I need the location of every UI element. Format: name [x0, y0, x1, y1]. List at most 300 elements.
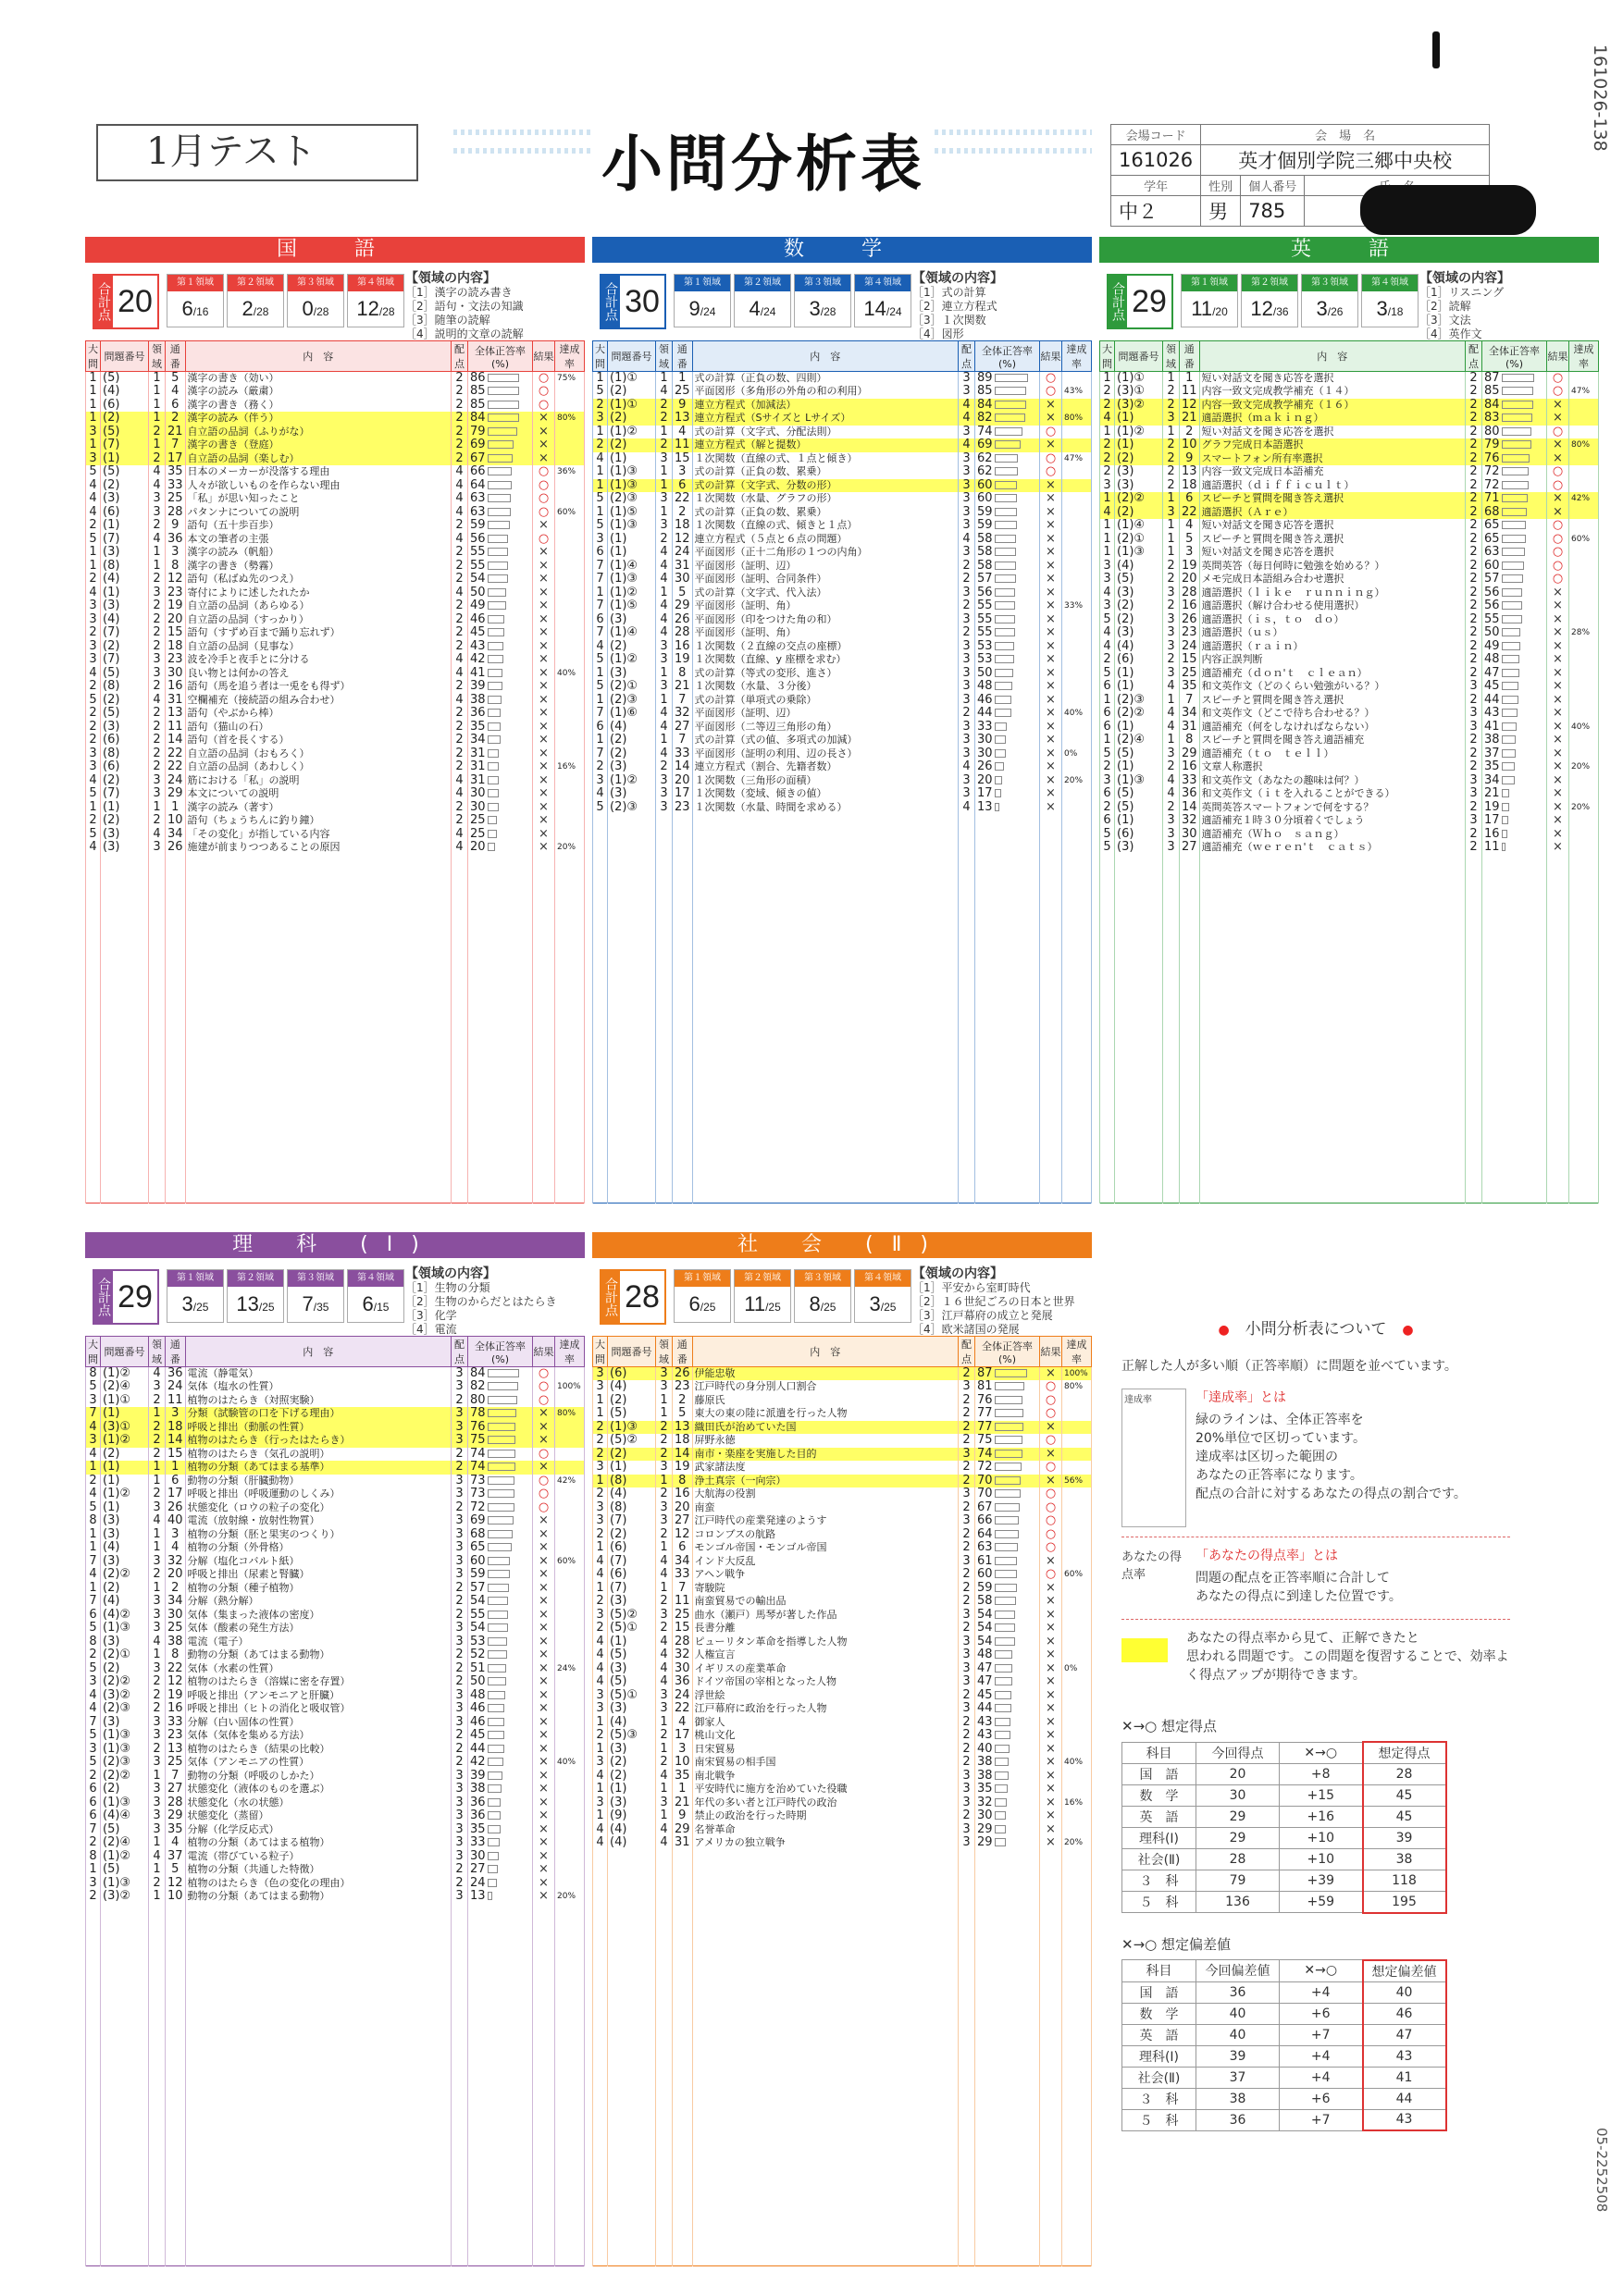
table-row: 1 (8) 1 8 漢字の書き（勢霧） 2 55 ×: [86, 560, 585, 574]
result-mark: ×: [1547, 438, 1569, 452]
rate-bar: [488, 1489, 514, 1498]
achievement-rate: [1062, 1595, 1092, 1609]
result-mark: ○: [1547, 426, 1569, 439]
result-mark: ○: [1040, 1528, 1062, 1542]
achievement-rate: [1062, 1823, 1092, 1837]
rate-bar: [995, 628, 1015, 636]
empty-row: [86, 2212, 585, 2226]
empty-row: [86, 1163, 585, 1177]
result-mark: ×: [533, 426, 555, 439]
table-row: 6 (2) 3 27 状態変化（液体のものを選ぶ） 3 38 ×: [86, 1783, 585, 1796]
table-row: 1 (6) 1 6 モンゴル帝国・モンゴル帝国 2 63 ○: [593, 1541, 1092, 1555]
legend: [1121, 1315, 1510, 2131]
table-row: 3 (1) 3 19 武家諸法度 2 72 ○: [593, 1461, 1092, 1475]
result-mark: ×: [1040, 1448, 1062, 1462]
sum-row: 国 語 20 +8 28: [1122, 1764, 1446, 1785]
table-row: 2 (7) 2 15 語句（すずめ百まで踊り忘れず） 2 45 ×: [86, 626, 585, 640]
score-box: [85, 266, 585, 340]
rate-bar: [1502, 709, 1518, 717]
column-header: 問題番号: [101, 1337, 149, 1367]
column-header: 内 容: [185, 341, 451, 372]
rate-bar: [995, 615, 1015, 623]
result-mark: ×: [1040, 1836, 1062, 1850]
achievement-rate: [1062, 1716, 1092, 1730]
achievement-rate: [555, 1582, 585, 1596]
rate-bar: [995, 669, 1013, 677]
result-mark: ○: [533, 465, 555, 479]
empty-row: [86, 2158, 585, 2172]
result-mark: ○: [533, 1448, 555, 1462]
achievement-rate: [1569, 586, 1599, 600]
rate-bar: [1502, 696, 1518, 704]
empty-row: [1100, 989, 1599, 1003]
result-mark: ○: [1547, 560, 1569, 574]
table-row: 7 (1)③ 4 30 平面図形（証明、合同条件） 2 57 ×: [593, 573, 1092, 586]
achievement-rate: [555, 1863, 585, 1877]
result-mark: ×: [533, 1756, 555, 1770]
rate-bar: [488, 762, 499, 771]
result-mark: ○: [533, 399, 555, 413]
empty-row: [86, 1190, 585, 1204]
tassei-title: 「達成率」とは: [1196, 1390, 1286, 1405]
rate-bar: [488, 548, 508, 556]
column-header: 領域: [656, 341, 673, 372]
table-row: 4 (2) 2 15 植物のはたらき（気孔の説明） 2 74 ○: [86, 1448, 585, 1462]
column-header: 結果: [533, 341, 555, 372]
empty-row: [593, 1082, 1092, 1096]
result-mark: ×: [1040, 1743, 1062, 1757]
table-row: 3 (2)② 2 12 植物のはたらき（溶媒に密を存置） 2 50 ×: [86, 1675, 585, 1689]
rate-bar: [488, 387, 519, 395]
empty-row: [593, 1096, 1092, 1110]
table-row: 4 (3) 3 23 適語選択（ｕｓ） 2 50 × 28%: [1100, 626, 1599, 640]
panel-kokugo: [85, 237, 585, 1204]
domain-score: 第４領域 14/24: [854, 274, 911, 327]
result-mark: ×: [533, 546, 555, 560]
achievement-rate: [1062, 1448, 1092, 1462]
domain-score: 第４領域 3/18: [1361, 274, 1419, 327]
achievement-rate: [555, 1609, 585, 1623]
table-row: 5 (2)④ 3 24 気体（塩水の性質） 3 82 ○ 100%: [86, 1380, 585, 1394]
table-row: 4 (2) 4 33 人々が欲しいものを作らない理由 4 64 ○: [86, 479, 585, 493]
result-mark: ×: [533, 1743, 555, 1757]
rate-bar: [995, 481, 1017, 489]
result-mark: ×: [533, 667, 555, 681]
sum-header: ✕→○: [1280, 1960, 1363, 1982]
empty-row: [593, 1055, 1092, 1069]
rate-bar: [995, 467, 1018, 475]
achievement-rate: [1062, 1770, 1092, 1784]
table-row: 6 (4) 4 27 平面図形（二等辺三角形の角） 3 33 ×: [593, 721, 1092, 734]
rate-bar: [1502, 481, 1529, 489]
result-mark: ○: [1547, 372, 1569, 386]
table-row: 4 (2) 3 22 適語選択（Ａｒｅ） 2 68 ×: [1100, 506, 1599, 520]
sum1-title: ✕→○ 想定得点: [1121, 1718, 1217, 1734]
achievement-rate: [1062, 1783, 1092, 1796]
result-mark: ×: [1547, 667, 1569, 681]
empty-row: [593, 1917, 1092, 1931]
empty-row: [86, 2226, 585, 2240]
column-header: 達成率: [555, 341, 585, 372]
domain-legend: 【領域の内容】 ［1］式の計算 ［2］連立方程式 ［3］１次関数 ［4］図形: [912, 271, 1003, 340]
achievement-rate: [1062, 1609, 1092, 1623]
table-row: 1 (2) 1 2 藤原氏 2 76 ○: [593, 1394, 1092, 1408]
rate-bar: [488, 374, 519, 382]
table-row: 7 (3) 3 32 分解（塩化コバルト紙） 3 60 × 60%: [86, 1555, 585, 1569]
achievement-rate: [555, 546, 585, 560]
empty-row: [86, 1055, 585, 1069]
rate-bar: [488, 1476, 514, 1485]
result-mark: ○: [1040, 1461, 1062, 1475]
column-header: 内 容: [1199, 341, 1465, 372]
empty-row: [593, 828, 1092, 842]
table-row: 1 (2) 1 2 漢字の読み（伴う） 2 84 × 80%: [86, 412, 585, 426]
column-header: 領域: [1163, 341, 1180, 372]
result-mark: ×: [533, 1662, 555, 1676]
achievement-rate: [555, 1729, 585, 1743]
domain-legend: 【領域の内容】 ［1］生物の分類 ［2］生物のからだとはたらき ［3］化学 ［4］電流: [405, 1266, 557, 1336]
achievement-rate: [555, 1836, 585, 1850]
rate-bar: [995, 1584, 1017, 1592]
rate-bar: [488, 803, 499, 811]
legend-line: 問題の配点を正答率順に合計して: [1196, 1571, 1390, 1586]
test-name: 1月テスト: [96, 124, 418, 181]
empty-row: [593, 975, 1092, 989]
rate-bar: [995, 1718, 1010, 1726]
domain-score: 第３領域 8/25: [794, 1269, 851, 1323]
empty-row: [86, 1150, 585, 1164]
rate-bar: [995, 494, 1017, 502]
table-row: 4 (1)② 2 17 呼吸と排出（呼吸運動のしくみ） 3 73 ○: [86, 1487, 585, 1501]
achievement-rate: [555, 1850, 585, 1864]
table-row: 4 (7) 4 34 インド大反乱 3 61 ×: [593, 1555, 1092, 1569]
rate-bar: [1502, 803, 1509, 811]
result-mark: ×: [533, 1823, 555, 1837]
table-row: 1 (2) 1 7 式の計算（式の値、多項式の加減） 3 30 ×: [593, 734, 1092, 747]
table-row: 4 (2) 3 24 筋における「私」の説明 4 31 ×: [86, 774, 585, 788]
rate-bar: [995, 1476, 1021, 1485]
empty-row: [593, 1904, 1092, 1918]
rate-bar: [995, 535, 1016, 543]
result-mark: ○: [533, 533, 555, 547]
table-row: 3 (8) 2 22 自立語の品詞（おもろく） 2 31 ×: [86, 747, 585, 761]
result-mark: ×: [1040, 640, 1062, 654]
column-header: 達成率: [1569, 341, 1599, 372]
achievement-rate: [555, 721, 585, 734]
result-mark: ○: [1040, 1514, 1062, 1528]
result-mark: ×: [1547, 841, 1569, 855]
table-row: 3 (4) 2 19 英問英答（毎日何時に勉強を始める？） 2 60 ○: [1100, 560, 1599, 574]
achievement-rate: [555, 599, 585, 613]
achievement-rate: 47%: [1062, 452, 1092, 466]
rate-bar: [1502, 843, 1505, 851]
achievement-rate: [555, 1434, 585, 1448]
rate-bar: [1502, 601, 1522, 610]
table-row: 2 (5)③ 2 17 桃山文化 2 43 ×: [593, 1729, 1092, 1743]
table-row: 1 (1)① 1 1 短い対話文を聞き応答を選択 2 87 ○: [1100, 372, 1599, 386]
sum-row: 数 学 40 +6 46: [1122, 2003, 1446, 2024]
achievement-rate: [555, 1743, 585, 1757]
achievement-rate: [555, 1487, 585, 1501]
rate-bar: [995, 749, 1006, 758]
column-header: 領域: [149, 341, 166, 372]
result-mark: ×: [533, 613, 555, 627]
achievement-rate: [1569, 399, 1599, 413]
table-row: 3 (2) 2 10 南宋貿易の相手国 2 38 × 40%: [593, 1756, 1092, 1770]
question-table: [592, 1336, 1092, 2266]
empty-row: [86, 1957, 585, 1971]
achievement-rate: 40%: [555, 1756, 585, 1770]
anata-label: あなたの得点率: [1121, 1550, 1183, 1582]
achievement-rate: 20%: [1569, 760, 1599, 774]
result-mark: ○: [533, 1367, 555, 1381]
table-row: 5 (2)③ 3 23 １次関数（水量、時間を求める） 4 13 ×: [593, 801, 1092, 815]
table-row: 1 (7) 1 7 寄駿院 2 59 ×: [593, 1582, 1092, 1596]
rate-bar: [995, 562, 1016, 570]
table-row: 1 (2)④ 1 8 スピーチと質問を聞き答え適語補充 2 38 ×: [1100, 734, 1599, 747]
empty-row: [593, 814, 1092, 828]
result-mark: ×: [1040, 1622, 1062, 1636]
achievement-rate: 24%: [555, 1662, 585, 1676]
achievement-rate: [555, 452, 585, 466]
result-mark: ×: [1040, 1716, 1062, 1730]
rate-bar: [1502, 642, 1520, 650]
empty-row: [1100, 975, 1599, 989]
empty-row: [593, 2105, 1092, 2118]
rate-bar: [995, 1704, 1011, 1712]
table-row: 4 (3) 3 25 「私」が思い知ったこと 4 63 ○: [86, 492, 585, 506]
empty-row: [593, 1877, 1092, 1891]
empty-row: [1100, 1177, 1599, 1191]
table-row: 5 (1) 3 25 適語補充（ｄｏｎ'ｔ ｃｌｅａｎ） 2 47 ×: [1100, 667, 1599, 681]
domain-legend: 【領域の内容】 ［1］リスニング ［2］読解 ［3］文法 ［4］英作文: [1419, 271, 1510, 340]
empty-row: [1100, 1109, 1599, 1123]
result-mark: ×: [1547, 774, 1569, 788]
rate-bar: [995, 1530, 1019, 1538]
result-mark: ×: [533, 560, 555, 574]
achievement-rate: [555, 385, 585, 399]
subject-banner: 社 会 (Ⅱ): [592, 1232, 1092, 1258]
column-header: 領域: [656, 1337, 673, 1367]
result-mark: ○: [533, 1501, 555, 1515]
domain-score: 第２領域 13/25: [227, 1269, 284, 1323]
empty-row: [593, 2051, 1092, 2065]
result-mark: ×: [533, 1877, 555, 1891]
achievement-rate: [1062, 372, 1092, 386]
empty-row: [86, 1904, 585, 1918]
result-mark: ×: [1040, 1662, 1062, 1676]
result-mark: ×: [533, 1850, 555, 1864]
result-mark: ×: [533, 1702, 555, 1716]
achievement-rate: 43%: [1062, 385, 1092, 399]
result-mark: ×: [1547, 707, 1569, 721]
achievement-rate: [1569, 707, 1599, 721]
table-row: 3 (3) 2 19 自立語の品詞（あらゆる） 2 49 ×: [86, 599, 585, 613]
legend-line: 20%単位で区切っています。: [1196, 1431, 1366, 1446]
result-mark: ×: [1040, 599, 1062, 613]
achievement-rate: 28%: [1569, 626, 1599, 640]
table-row: 1 (4) 1 4 御家人 2 43 ×: [593, 1716, 1092, 1730]
result-mark: ×: [533, 1636, 555, 1649]
score-box: [592, 266, 1092, 340]
score-box: [1099, 266, 1599, 340]
achievement-rate: [555, 626, 585, 640]
result-mark: ○: [1040, 1407, 1062, 1421]
empty-row: [86, 1123, 585, 1137]
id-label: 個人番号: [1241, 176, 1305, 196]
rate-bar: [995, 1650, 1012, 1659]
rate-bar: [995, 1745, 1010, 1753]
rate-bar: [995, 1557, 1017, 1565]
achievement-rate: [1569, 519, 1599, 533]
column-header: 達成率: [1062, 1337, 1092, 1367]
table-row: 2 (3) 2 13 内容一致文完成日本語補充 2 72 ○: [1100, 465, 1599, 479]
empty-row: [593, 2011, 1092, 2025]
rate-bar: [1502, 467, 1529, 475]
empty-row: [86, 855, 585, 869]
result-mark: ○: [1040, 1380, 1062, 1394]
achievement-rate: [1062, 1622, 1092, 1636]
table-row: 7 (1)④ 4 28 平面図形（証明、角） 2 55 ×: [593, 626, 1092, 640]
table-row: 4 (3)② 2 19 呼吸と排出（アンモニアと肝臓） 3 48 ×: [86, 1689, 585, 1703]
table-row: 3 (1)① 2 11 植物のはたらき（対照実験） 2 80 ○: [86, 1394, 585, 1408]
domain-score: 第１領域 11/20: [1181, 274, 1238, 327]
result-mark: ×: [1547, 506, 1569, 520]
result-mark: ×: [533, 586, 555, 600]
domain-score: 第３領域 3/26: [1301, 274, 1358, 327]
empty-row: [593, 1069, 1092, 1083]
achievement-rate: [1062, 1702, 1092, 1716]
achievement-rate: [1062, 667, 1092, 681]
rate-bar: [488, 521, 510, 529]
empty-row: [593, 1957, 1092, 1971]
empty-row: [1100, 1043, 1599, 1056]
result-mark: ×: [533, 814, 555, 828]
empty-row: [593, 1190, 1092, 1204]
result-mark: ×: [533, 1770, 555, 1784]
rate-bar: [995, 1691, 1011, 1699]
table-row: 2 (2)① 1 8 動物の分類（あてはまる動物） 2 52 ×: [86, 1648, 585, 1662]
result-mark: ×: [533, 721, 555, 734]
empty-row: [593, 989, 1092, 1003]
table-row: 8 (1)② 4 37 電流（帯びている粒子） 3 30 ×: [86, 1850, 585, 1864]
rate-bar: [488, 830, 497, 838]
result-mark: ○: [533, 1380, 555, 1394]
sum-row: ５ 科 136 +59 195: [1122, 1892, 1446, 1913]
achievement-rate: [555, 1595, 585, 1609]
result-mark: ×: [533, 774, 555, 788]
rate-bar: [488, 1396, 517, 1404]
empty-row: [86, 2024, 585, 2038]
result-mark: ○: [533, 479, 555, 493]
achievement-rate: 80%: [555, 412, 585, 426]
result-mark: ×: [1040, 519, 1062, 533]
achievement-rate: [1062, 479, 1092, 493]
table-row: 7 (2) 4 33 平面図形（証明の利用、辺の長さ） 3 30 × 0%: [593, 747, 1092, 761]
achievement-rate: 40%: [555, 667, 585, 681]
venue-name: 英才個別学院三郷中央校: [1201, 145, 1490, 176]
empty-row: [593, 895, 1092, 908]
table-row: 1 (1)⑤ 1 2 式の計算（正負の数、累乗） 3 59 ×: [593, 506, 1092, 520]
result-mark: ×: [533, 1555, 555, 1569]
empty-row: [86, 1109, 585, 1123]
rate-bar: [1502, 440, 1531, 449]
table-row: 1 (1)③ 1 3 短い対話文を聞き応答を選択 2 63 ○: [1100, 546, 1599, 560]
total-score: 合計点 20: [93, 274, 159, 329]
result-mark: ○: [1547, 533, 1569, 547]
achievement-rate: [1062, 399, 1092, 413]
table-row: 3 (5)① 3 24 浮世絵 2 45 ×: [593, 1689, 1092, 1703]
achievement-rate: [555, 653, 585, 667]
achievement-rate: 60%: [1062, 1568, 1092, 1582]
column-header: 結果: [533, 1337, 555, 1367]
table-row: 7 (4) 3 34 分解（熱分解） 2 54 ×: [86, 1595, 585, 1609]
result-mark: ○: [1547, 519, 1569, 533]
achievement-rate: 75%: [555, 372, 585, 386]
sum-header: 科目: [1122, 1960, 1196, 1982]
achievement-rate: [1062, 1541, 1092, 1555]
result-mark: ×: [533, 599, 555, 613]
result-mark: ×: [1547, 734, 1569, 747]
empty-row: [1100, 1163, 1599, 1177]
sex-label: 性別: [1201, 176, 1241, 196]
rate-bar: [1502, 669, 1519, 677]
column-header: 大問: [86, 341, 101, 372]
rate-bar: [995, 1450, 1022, 1458]
empty-row: [86, 1029, 585, 1043]
achievement-rate: [555, 707, 585, 721]
table-row: 1 (3) 1 3 日宋貿易 2 40 ×: [593, 1743, 1092, 1757]
column-header: 内 容: [692, 341, 958, 372]
empty-row: [1100, 1123, 1599, 1137]
empty-row: [593, 1997, 1092, 2011]
domain-score: 第２領域 4/24: [734, 274, 791, 327]
empty-row: [593, 1931, 1092, 1944]
achievement-rate: [555, 1448, 585, 1462]
table-row: 4 (4) 4 29 名誉革命 3 29 ×: [593, 1823, 1092, 1837]
achievement-rate: 42%: [555, 1475, 585, 1488]
result-mark: ×: [1547, 801, 1569, 815]
table-row: 5 (2)① 3 21 １次関数（水量、３分後） 3 48 ×: [593, 680, 1092, 694]
achievement-rate: [1569, 613, 1599, 627]
empty-row: [86, 962, 585, 976]
legend-line: あなたの得点率から見て、正解できたと: [1186, 1631, 1419, 1646]
rate-bar: [1502, 682, 1518, 690]
table-row: 6 (2)② 4 34 和文英作文（どこで待ち合わせる？） 3 43 ×: [1100, 707, 1599, 721]
table-row: 4 (2) 4 35 南北戦争 3 38 ×: [593, 1770, 1092, 1784]
table-row: 7 (5) 3 35 分解（化学反応式） 3 35 ×: [86, 1823, 585, 1837]
rate-bar: [488, 1852, 499, 1860]
achievement-rate: [555, 734, 585, 747]
rate-bar: [488, 1611, 508, 1619]
empty-row: [593, 855, 1092, 869]
rate-bar: [488, 1879, 497, 1887]
rate-bar: [995, 655, 1014, 663]
rate-bar: [488, 574, 508, 583]
rate-bar: [488, 735, 501, 744]
rate-bar: [488, 508, 511, 516]
rate-bar: [488, 789, 499, 797]
table-row: 5 (6) 3 30 適語補充（Ｗｈｏ ｓａｎｇ） 2 16 ×: [1100, 828, 1599, 842]
table-row: 2 (4) 2 12 語句（私ばぬ先のつえ） 2 54 ×: [86, 573, 585, 586]
table-row: 2 (3) 2 11 南蛮貿易での輸出品 2 58 ×: [593, 1595, 1092, 1609]
achievement-rate: [555, 1528, 585, 1542]
result-mark: ×: [1040, 399, 1062, 413]
table-row: 5 (7) 4 36 本文の筆者の主張 4 56 ○: [86, 533, 585, 547]
table-row: 3 (6) 2 22 自立語の品詞（あわしく） 2 31 × 16%: [86, 760, 585, 774]
achievement-rate: [555, 801, 585, 815]
rate-bar: [488, 562, 508, 570]
